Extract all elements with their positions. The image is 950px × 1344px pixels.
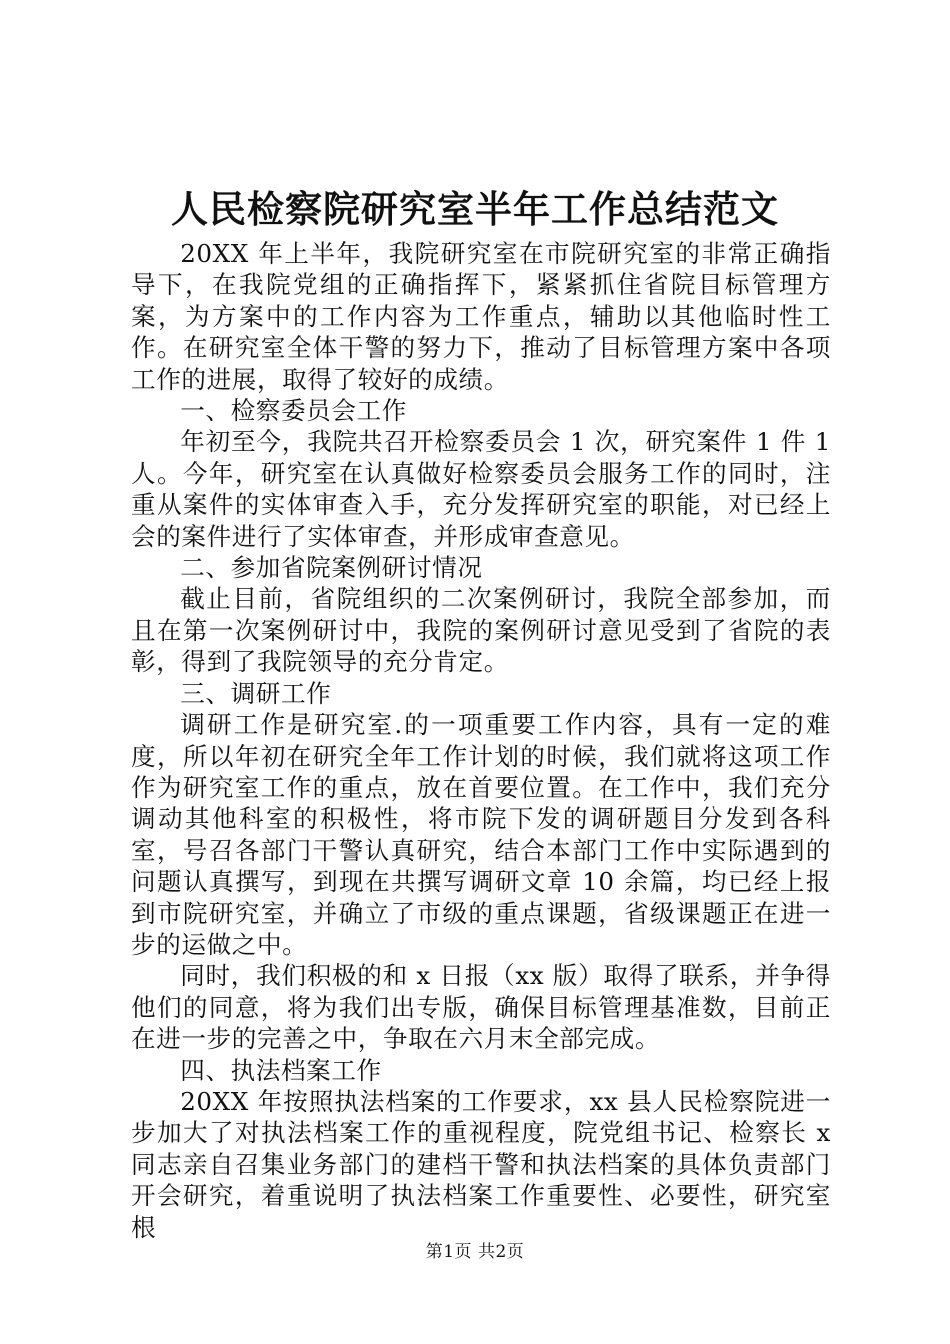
- document-title: 人民检察院研究室半年工作总结范文: [171, 187, 779, 231]
- section-heading-2: 二、参加省院案例研讨情况: [180, 553, 483, 583]
- section-paragraph-3b: 同时，我们积极的和 x 日报（xx 版）取得了联系，并争得他们的同意，将为我们出专版，确保目标管理基准数，目前正在进一步的完善之中，争取在六月末全部完成。: [131, 961, 831, 1054]
- section-heading-3: 三、调研工作: [180, 678, 332, 708]
- intro-paragraph: 20XX 年上半年，我院研究室在市院研究室的非常正确指导下，在我院党组的正确指挥下，紧紧抓住省院目标管理方案，为方案中的工作内容为工作重点，辅助以其他临时性工作。在研究室全体干警的努力下，推动了目标管理方案中各项工作的进展，取得了较好的成绩。: [131, 239, 831, 394]
- page-footer: 第1页 共2页: [425, 1242, 525, 1262]
- section-heading-4: 四、执法档案工作: [180, 1055, 382, 1085]
- document-body: [131, 238, 831, 1243]
- section-heading-1: 一、检察委员会工作: [180, 396, 407, 426]
- section-paragraph-2: 截止目前，省院组织的二次案例研讨，我院全部参加，而且在第一次案例研讨中，我院的案例研讨意见受到了省院的表彰，得到了我院领导的充分肯定。: [131, 584, 831, 677]
- section-paragraph-1: 年初至今，我院共召开检察委员会 1 次，研究案件 1 件 1 人。今年，研究室在认真做好检察委员会服务工作的同时，注重从案件的实体审查入手，充分发挥研究室的职能，对已经上会的案件进行了实体审查，并形成审查意见。: [131, 427, 831, 551]
- section-paragraph-4: 20XX 年按照执法档案的工作要求，xx 县人民检察院进一步加大了对执法档案工作的重视程度，院党组书记、检察长 x 同志亲自召集业务部门的建档干警和执法档案的具体负责部门开会研究，着重说明了执法档案工作重要性、必要性，研究室根: [131, 1086, 831, 1242]
- section-paragraph-3a: 调研工作是研究室.的一项重要工作内容，具有一定的难度，所以年初在研究全年工作计划的时候，我们就将这项工作作为研究室工作的重点，放在首要位置。在工作中，我们充分调动其他科室的积极性，将市院下发的调研题目分发到各科室，号召各部门干警认真研究，结合本部门工作中实际遇到的问题认真撰写，到现在共撰写调研文章 10 余篇，均已经上报到市院研究室，并确立了市级的重点课题，省级课题正在进一步的运做之中。: [131, 710, 831, 959]
